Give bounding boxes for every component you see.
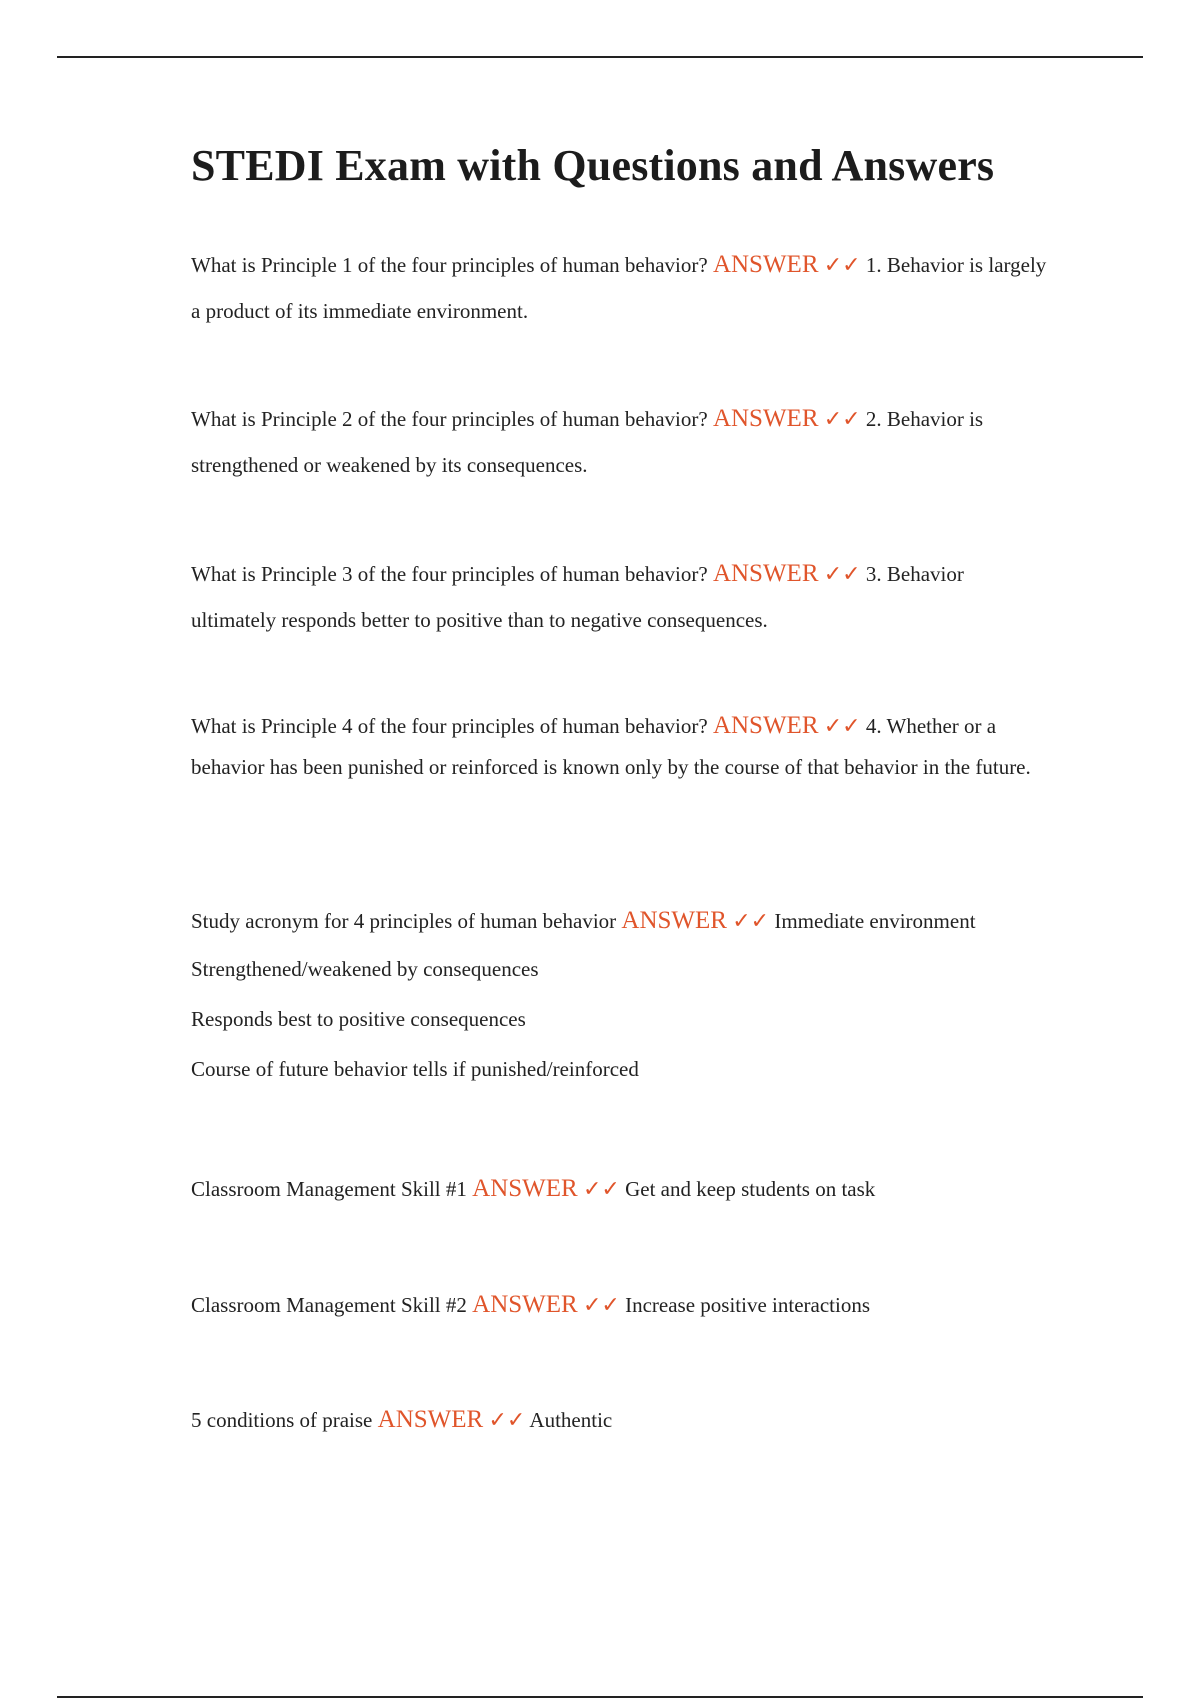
answer-text: 3. Behavior ultimately responds better to positive than to negative consequences. (191, 562, 964, 632)
document-title: STEDI Exam with Questions and Answers (191, 141, 995, 190)
check-marks-icon: ✓✓ (823, 252, 861, 277)
question-text: Classroom Management Skill #2 (191, 1293, 467, 1317)
answer-label: ANSWER (472, 1175, 578, 1202)
document-body (191, 138, 1051, 1433)
qa-item-5 (191, 898, 1051, 1094)
answer-label: ANSWER (621, 907, 727, 934)
top-rule (57, 56, 1143, 58)
answer-extra-line: Course of future behavior tells if punished/reinforced (191, 1057, 639, 1081)
answer-text: Authentic (529, 1408, 613, 1432)
question-text: Classroom Management Skill #1 (191, 1177, 467, 1201)
question-text: What is Principle 4 of the four principles of human behavior? (191, 714, 708, 738)
answer-text: Immediate environment (774, 909, 976, 933)
answer-text: Get and keep students on task (625, 1177, 876, 1201)
check-marks-icon: ✓✓ (488, 1407, 526, 1432)
check-marks-icon: ✓✓ (823, 406, 861, 431)
answer-label: ANSWER (377, 1406, 484, 1433)
answer-label: ANSWER (712, 405, 819, 432)
qa-item-2 (191, 396, 1051, 488)
question-text: Study acronym for 4 principles of human behavior (191, 909, 617, 933)
check-marks-icon: ✓✓ (582, 1292, 620, 1317)
question-text: What is Principle 2 of the four principles of human behavior? (191, 407, 708, 431)
answer-text: 2. Behavior is strengthened or weakened by its consequences. (191, 407, 984, 477)
qa-item-7 (191, 1282, 1051, 1328)
qa-item-4 (191, 705, 1051, 788)
check-marks-icon: ✓✓ (823, 713, 861, 738)
qa-item-6 (191, 1166, 1051, 1212)
answer-text: Increase positive interactions (625, 1293, 870, 1317)
answer-text: 1. Behavior is largely a product of its immediate environment. (191, 253, 1047, 323)
answer-label: ANSWER (712, 712, 819, 739)
answer-label: ANSWER (712, 251, 819, 278)
bottom-rule (57, 1696, 1143, 1698)
check-marks-icon: ✓✓ (582, 1176, 620, 1201)
question-text: 5 conditions of praise (191, 1408, 373, 1432)
check-marks-icon: ✓✓ (732, 908, 770, 933)
answer-extra-line: Strengthened/weakened by consequences (191, 957, 539, 981)
qa-item-8 (191, 1397, 1051, 1443)
answer-extra-line: Responds best to positive consequences (191, 1007, 526, 1031)
answer-text: 4. Whether or a behavior has been punished or reinforced is known only by the course of that behavior in the future. (191, 714, 1031, 779)
answer-label: ANSWER (472, 1291, 578, 1318)
question-text: What is Principle 3 of the four principles of human behavior? (191, 562, 708, 586)
answer-label: ANSWER (712, 560, 819, 587)
check-marks-icon: ✓✓ (823, 561, 861, 586)
qa-item-1 (191, 242, 1051, 334)
qa-item-3 (191, 551, 1051, 643)
question-text: What is Principle 1 of the four principles of human behavior? (191, 253, 708, 277)
